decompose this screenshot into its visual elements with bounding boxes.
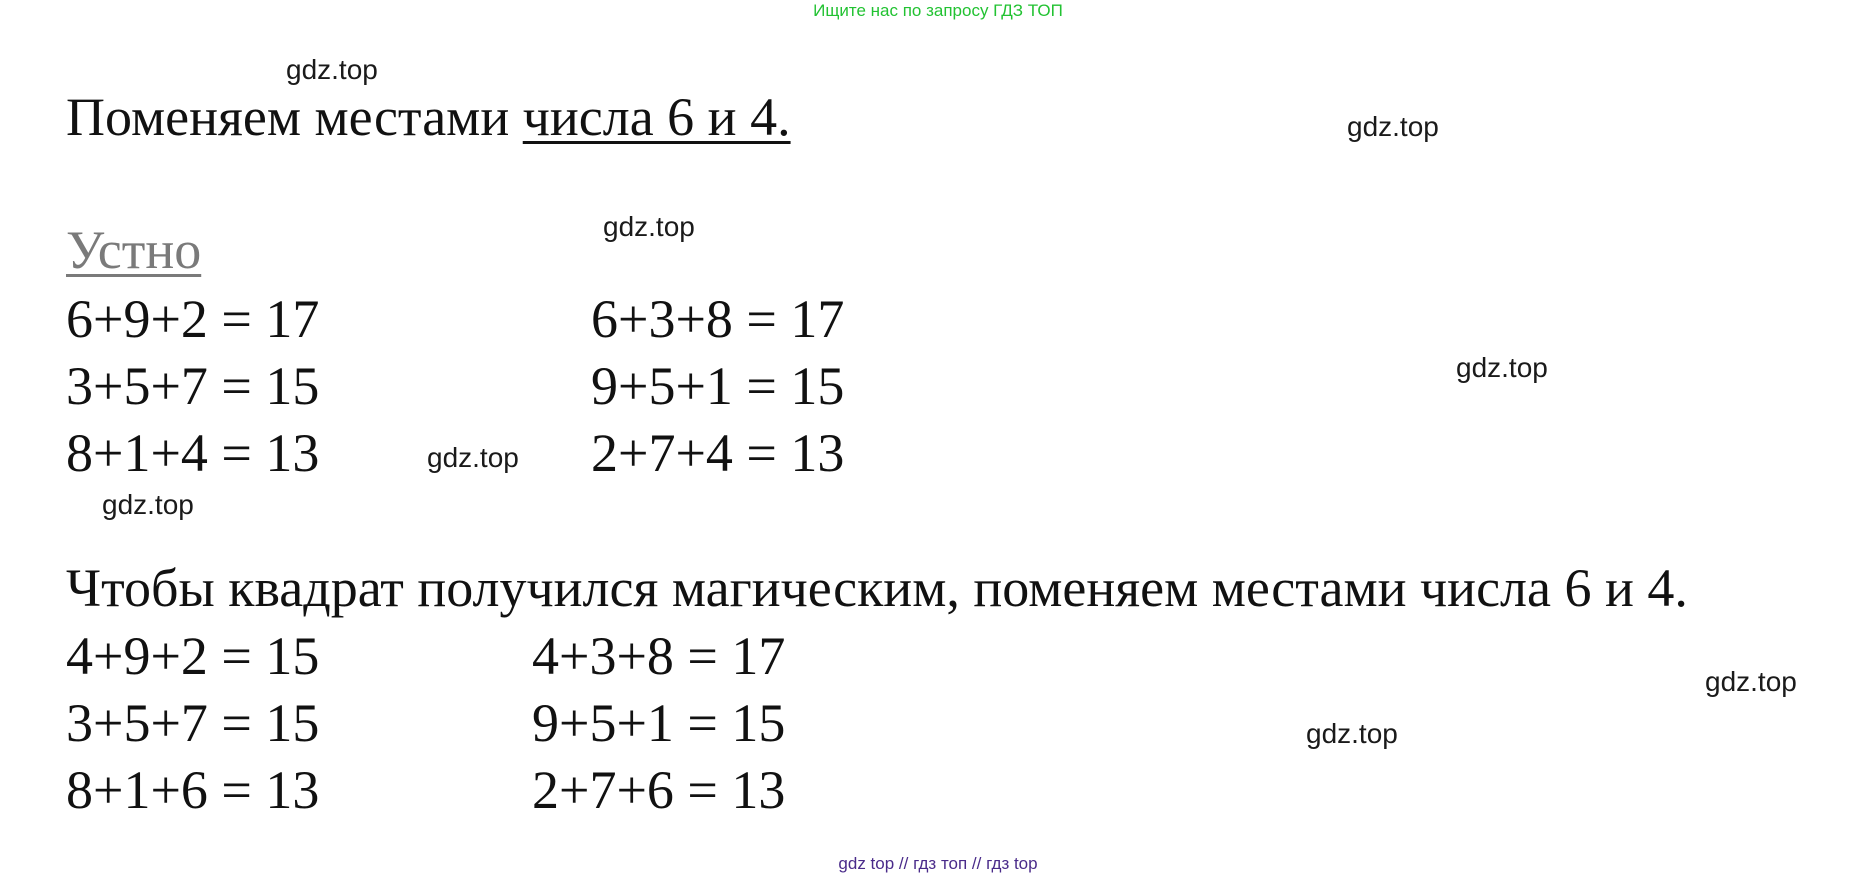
- heading-prefix: Поменяем местами: [66, 87, 523, 147]
- equation-left-3: 8+1+4 = 13: [66, 423, 320, 483]
- watermark: gdz.top: [1347, 111, 1439, 142]
- equation-right-3: 2+7+4 = 13: [591, 423, 845, 483]
- watermark: gdz.top: [286, 54, 378, 85]
- equation-left-4: 4+9+2 = 15: [66, 626, 320, 686]
- equation-left-6: 8+1+6 = 13: [66, 760, 320, 820]
- watermark: gdz.top: [1306, 718, 1398, 749]
- equation-left-1: 6+9+2 = 17: [66, 289, 320, 349]
- watermark: gdz.top: [102, 489, 194, 520]
- equation-right-5: 9+5+1 = 15: [532, 693, 786, 753]
- watermark: gdz.top: [427, 442, 519, 473]
- equation-right-4: 4+3+8 = 17: [532, 626, 786, 686]
- equation-left-5: 3+5+7 = 15: [66, 693, 320, 753]
- watermark: gdz.top: [1456, 352, 1548, 383]
- footer-text: gdz top // гдз топ // гдз top: [838, 854, 1038, 873]
- subheading-oral: Устно: [66, 220, 202, 280]
- watermark: gdz.top: [603, 211, 695, 242]
- heading: [66, 87, 791, 147]
- equation-right-2: 9+5+1 = 15: [591, 356, 845, 416]
- instruction-text: Чтобы квадрат получился магическим, поменяем местами числа 6 и 4.: [66, 558, 1688, 618]
- equation-left-2: 3+5+7 = 15: [66, 356, 320, 416]
- equation-right-6: 2+7+6 = 13: [532, 760, 786, 820]
- heading-underlined: числа 6 и 4.: [522, 87, 791, 147]
- watermark: gdz.top: [1705, 666, 1797, 697]
- equation-right-1: 6+3+8 = 17: [591, 289, 845, 349]
- top-banner: Ищите нас по запросу ГДЗ ТОП: [813, 1, 1063, 20]
